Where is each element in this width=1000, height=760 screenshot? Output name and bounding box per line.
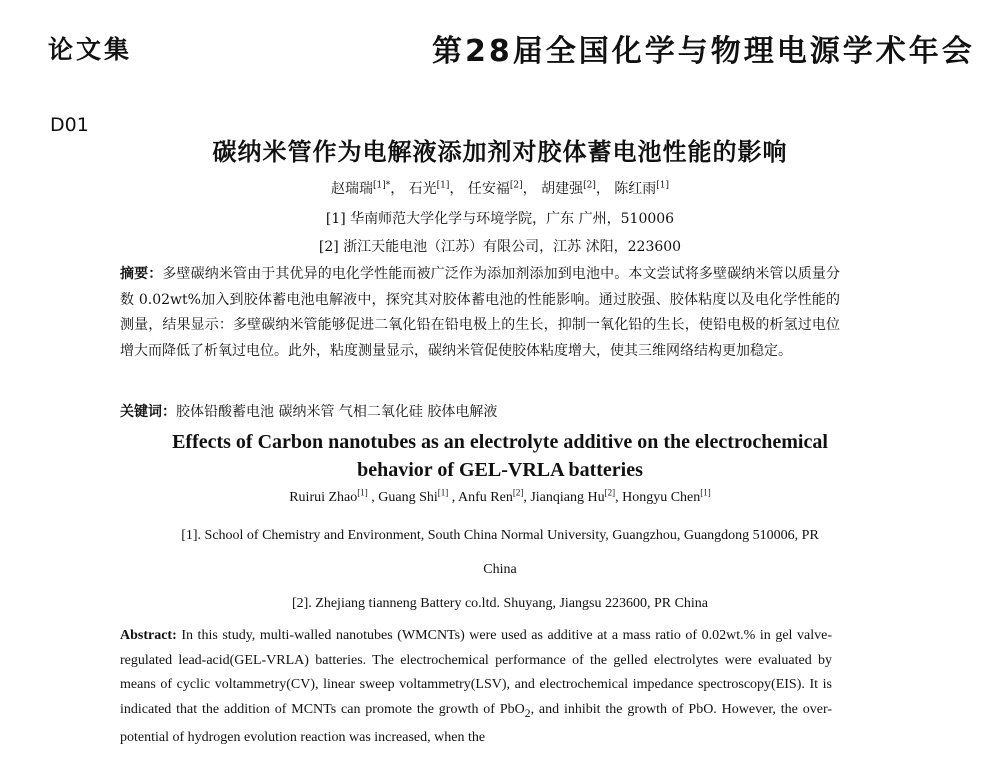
author-en: Jianqiang Hu <box>530 490 605 505</box>
abstract-en <box>120 624 832 751</box>
abstract-en-text-cont: , and inhibit the growth of PbO. However, the over-potential of hydrogen evolution reaction was increased, when the <box>120 701 832 746</box>
abstract-cn-text: 多壁碳纳米管由于其优异的电化学性能而被广泛作为添加剂添加到电池中。本文尝试将多壁碳纳米管以质量分数 0.02wt%加入到胶体蓄电池电解液中，探究其对胶体蓄电池的性能影响。通过胶强、胶体粘度以及电化学性能的测量，结果显示：多壁碳纳米管能够促进二氧化铅在铅电极上的生长，抑制一氧化铅的生长，使铅电极的析氢过电位增大而降低了析氧过电位。此外，粘度测量显示，碳纳米管促使胶体粘度增大，使其三维网络结构更加稳定。 <box>120 266 841 359</box>
author-aff: [2] <box>512 487 524 498</box>
subscript: 2 <box>524 706 531 720</box>
author-cn: 石光 <box>408 181 437 197</box>
author-aff: [2] <box>604 487 616 498</box>
author-cn: 赵瑞瑞 <box>330 181 373 197</box>
author-aff: [1] <box>700 487 711 498</box>
conference-title: 第28届全国化学与物理电源学术年会 <box>432 34 975 69</box>
separator: , <box>523 490 531 505</box>
affiliation-en-1-line-2: China <box>483 562 517 577</box>
affiliation-cn-2: [2] 浙江天能电池（江苏）有限公司，江苏 沭阳，223600 <box>318 239 682 255</box>
author-aff: [2] <box>583 180 596 191</box>
paper-code: D01 <box>50 114 89 136</box>
authors-cn: 赵瑞瑞$^{[1]*}$， 石光[1]， 任安福[2]， 胡建强[2]， 陈红雨[1] <box>330 180 670 197</box>
author-aff: [1] <box>357 487 368 498</box>
author-aff: [1] <box>437 487 449 498</box>
abstract-en-label: Abstract: <box>120 628 177 643</box>
author-aff: [1]* <box>372 180 391 191</box>
author-cn: 任安福 <box>467 181 510 197</box>
abstract-cn-label: 摘要： <box>120 266 163 282</box>
affiliation-cn-1: [1] 华南师范大学化学与环境学院，广东 广州，510006 <box>325 211 675 227</box>
author-cn: 胡建强 <box>541 181 584 197</box>
keywords-cn <box>120 400 840 426</box>
abstract-cn <box>120 262 840 364</box>
author-en: Hongyu Chen <box>622 490 701 505</box>
authors-en <box>0 487 1000 506</box>
title-en-line-2: behavior of GEL-VRLA batteries <box>357 459 643 481</box>
keywords-cn-label: 关键词： <box>120 404 176 420</box>
author-en: Anfu Ren <box>458 490 513 505</box>
affiliation-en-1-line-1: [1]. School of Chemistry and Environment, South China Normal University, Guangzhou, Guangdong 510006, PR <box>181 528 819 543</box>
abstract-en-text: In this study, multi-walled nanotubes (WMCNTs) were used as additive at a mass ratio of 0.02wt.% in gel valve-regulated lead-acid(GEL-VRLA) batteries. The electrochemical performance of the gelled electrolytes were evaluated by means of cyclic voltammetry(CV), linear sweep voltammetry(LSV), and electrochemical impedance spectroscopy(EIS). It is indicated that the addition of MCNTs can promote the growth of PbO <box>120 628 832 717</box>
separator: , <box>448 490 458 505</box>
title-cn: 碳纳米管作为电解液添加剂对胶体蓄电池性能的影响 <box>212 138 788 166</box>
title-en <box>100 428 900 484</box>
title-en-line-1: Effects of Carbon nanotubes as an electrolyte additive on the electrochemical <box>172 431 828 453</box>
book-title: 论文集 <box>48 35 133 64</box>
separator: , <box>367 490 379 505</box>
author-aff: [2] <box>509 180 523 191</box>
author-en: Guang Shi <box>378 490 438 505</box>
author-aff: [1] <box>436 180 450 191</box>
affiliation-en-2: [2]. Zhejiang tianneng Battery co.ltd. Shuyang, Jiangsu 223600, PR China <box>291 596 709 611</box>
keywords-cn-text: 胶体铅酸蓄电池 碳纳米管 气相二氧化硅 胶体电解液 <box>176 404 498 420</box>
author-en: Ruirui Zhao <box>289 490 358 505</box>
author-aff: [1] <box>656 180 670 191</box>
author-cn: 陈红雨 <box>614 181 657 197</box>
separator: , <box>615 490 623 505</box>
